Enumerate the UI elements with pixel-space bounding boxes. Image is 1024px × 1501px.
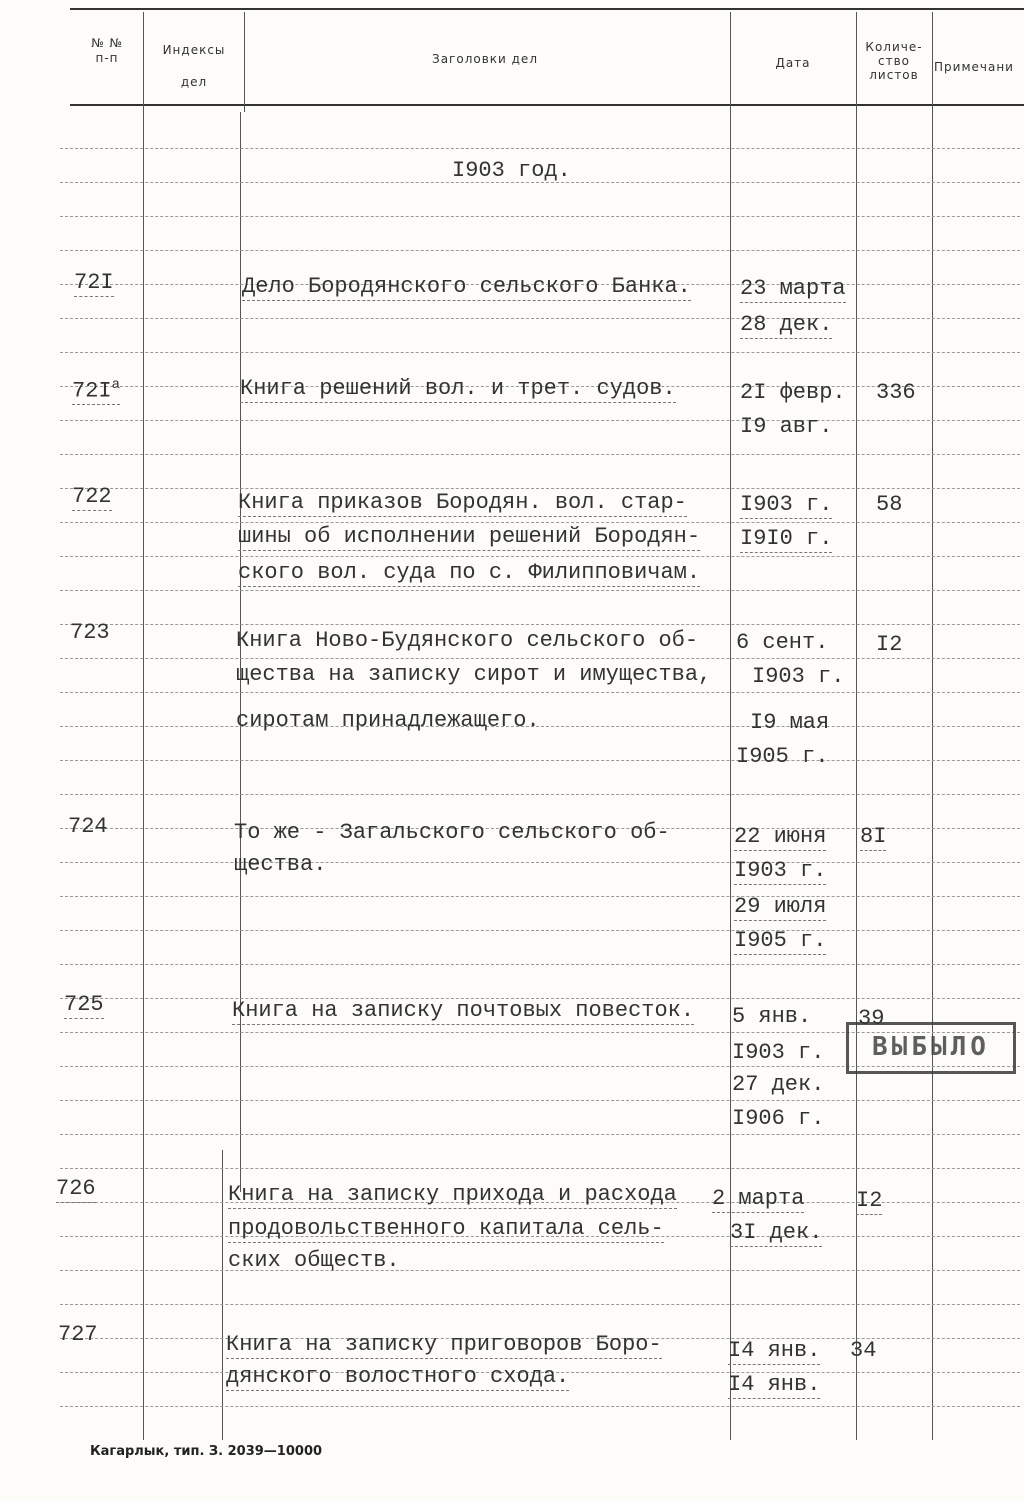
ruled-line [60, 488, 1020, 489]
entry-title-line: шины об исполнении решений Бородян- [238, 524, 701, 549]
entry-date: I4 янв. [728, 1338, 821, 1363]
header-notes: Примечани [934, 60, 1014, 74]
ruled-line [60, 522, 1020, 523]
year-heading: I903 год. [452, 158, 571, 183]
entry-title-line: щества. [234, 852, 327, 877]
ruled-line [60, 794, 1020, 795]
printer-imprint: Кагарлык, тип. З. 2039—10000 [90, 1444, 323, 1459]
entry-date: 6 сент. [736, 630, 829, 655]
entry-date: I903 г. [734, 858, 827, 883]
entry-title-line: ских обществ. [228, 1248, 400, 1273]
top-rule [70, 8, 1024, 10]
ruled-line [60, 658, 1020, 659]
entry-number: 72I [74, 270, 114, 295]
ruled-line [60, 964, 1020, 965]
header-bottom-rule [70, 104, 1024, 106]
withdrawn-stamp: ВЫБЫЛО [846, 1022, 1016, 1074]
ruled-line [60, 760, 1020, 761]
entry-title-line: Книга приказов Бородян. вол. стар- [238, 490, 687, 515]
entry-number: $72I^a$ [72, 372, 120, 405]
column-divider [244, 12, 245, 112]
entry-number: 727 [58, 1322, 98, 1347]
ruled-line [60, 1134, 1020, 1135]
entry-date: 29 июля [734, 894, 827, 919]
header-num: № № п-п [91, 36, 123, 65]
header-index: Индексы дел [162, 43, 226, 89]
entry-date: I905 г. [734, 928, 827, 953]
entry-sheet-count: 58 [876, 492, 903, 517]
ruled-line [60, 1168, 1020, 1169]
entry-date: I4 янв. [728, 1372, 821, 1397]
entry-number: 722 [72, 484, 112, 509]
ruled-line [60, 250, 1020, 251]
header-date: Дата [775, 56, 811, 70]
entry-sheet-count: 336 [876, 380, 916, 405]
entry-title-line: ского вол. суда по с. Филипповичам. [238, 560, 701, 585]
header-count: Количе- ство листов [865, 40, 923, 82]
entry-title-line: дянского волостного схода. [226, 1364, 570, 1389]
entry-number: 723 [70, 620, 110, 645]
entry-date: 22 июня [734, 824, 827, 849]
entry-sheet-count: 39 [858, 1006, 885, 1031]
ruled-line [60, 726, 1020, 727]
entry-date: I903 г. [740, 492, 833, 517]
ruled-line [60, 148, 1020, 149]
ruled-line [60, 420, 1020, 421]
entry-number: 726 [56, 1176, 96, 1201]
ruled-line [60, 1406, 1020, 1407]
entry-title-line: То же - Загальского сельского об- [234, 820, 670, 845]
column-divider [222, 1150, 223, 1440]
ruled-line [60, 318, 1020, 319]
entry-date: 5 янв. [732, 1004, 812, 1029]
entry-title-line: Книга Ново-Будянского сельского об- [236, 628, 699, 653]
ruled-line [60, 216, 1020, 217]
entry-title-line: Книга на записку приговоров Боро- [226, 1332, 662, 1357]
entry-title-line: продовольственного капитала сель- [228, 1216, 664, 1241]
entry-date: I905 г. [736, 744, 829, 769]
entry-date: I9I0 г. [740, 526, 833, 551]
entry-date: 28 дек. [740, 312, 833, 337]
ruled-line [60, 862, 1020, 863]
ruled-line [60, 590, 1020, 591]
entry-date: 23 марта [740, 276, 846, 301]
entry-number: 725 [64, 992, 104, 1017]
entry-sheet-count: 34 [850, 1338, 877, 1363]
entry-sheet-count: I2 [856, 1188, 883, 1213]
entry-title-line: сиротам принадлежащего. [236, 708, 540, 733]
entry-number: 724 [68, 814, 108, 839]
entry-date: I906 г. [732, 1106, 825, 1131]
entry-title-line: Книга на записку прихода и расхода [228, 1182, 677, 1207]
entry-date: 2 марта [712, 1186, 805, 1211]
entry-date: I9 мая [750, 710, 830, 735]
ruled-line [60, 896, 1020, 897]
entry-title-line: Книга на записку почтовых повесток. [232, 998, 695, 1023]
entry-date: 3I дек. [730, 1220, 823, 1245]
entry-date: I903 г. [732, 1040, 825, 1065]
ruled-line [60, 1100, 1020, 1101]
entry-sheet-count: 8I [860, 824, 887, 849]
entry-sheet-count: I2 [876, 632, 903, 657]
ruled-line [60, 930, 1020, 931]
ruled-line [60, 556, 1020, 557]
entry-date: I903 г. [752, 664, 845, 689]
ruled-line [60, 624, 1020, 625]
ruled-line [60, 1270, 1020, 1271]
ruled-line [60, 454, 1020, 455]
entry-title-line: Дело Бородянского сельского Банка. [242, 274, 691, 299]
entry-date: I9 авг. [740, 414, 833, 439]
entry-date: 27 дек. [732, 1072, 825, 1097]
ruled-line [60, 352, 1020, 353]
entry-title-line: Книга решений вол. и трет. судов. [240, 376, 676, 401]
ruled-line [60, 1304, 1020, 1305]
entry-date: 2I февр. [740, 380, 846, 405]
ruled-line [60, 692, 1020, 693]
entry-title-line: щества на записку сирот и имущества, [236, 662, 712, 687]
header-title: Заголовки дел [432, 52, 538, 66]
